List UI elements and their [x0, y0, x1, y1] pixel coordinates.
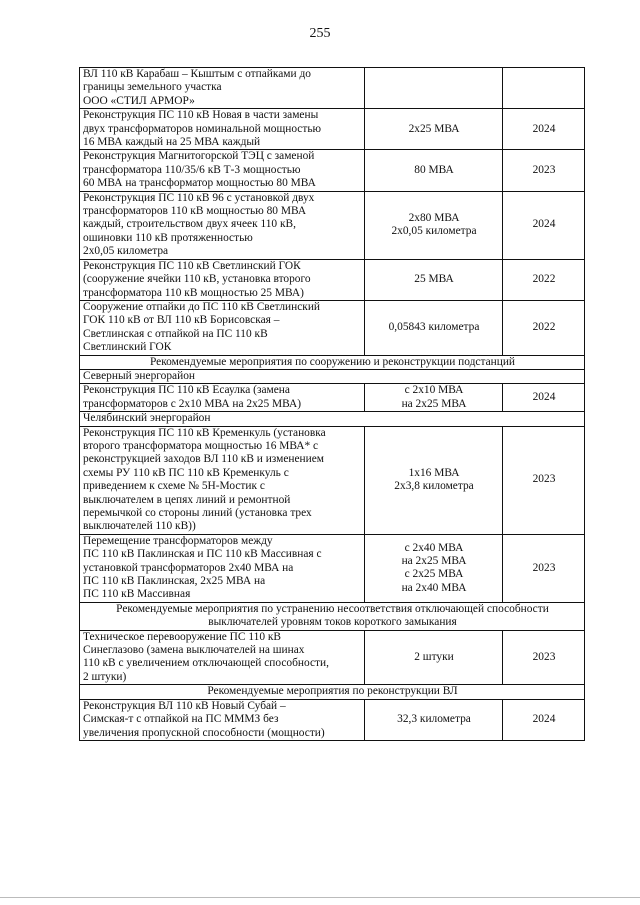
row-description: ВЛ 110 кВ Карабаш – Кыштым с отпайками до границы земельного участка ООО «СТИЛ АРМОР» [80, 68, 365, 109]
row-description: Сооружение отпайки до ПС 110 кВ Светлинский ГОК 110 кВ от ВЛ 110 кВ Борисовская – Светлинская с отпайкой на ПС 110 кВ Светлинский ГОК [80, 300, 365, 355]
row-description: Перемещение трансформаторов между ПС 110 кВ Паклинская и ПС 110 кВ Массивная с установкой трансформаторов 2х40 МВА на ПС 110 кВ Паклинская, 2х25 МВА на ПС 110 кВ Массивная [80, 534, 365, 602]
measures-table-body [80, 68, 585, 741]
row-year: 2023 [503, 630, 585, 685]
table-row [80, 630, 585, 685]
row-capacity: 2х80 МВА 2х0,05 километра [365, 191, 503, 259]
row-year: 2024 [503, 109, 585, 150]
region-title: Челябинский энергорайон [80, 412, 585, 426]
section-header-row [80, 685, 585, 699]
row-capacity: 1х16 МВА 2х3,8 километра [365, 426, 503, 534]
table-row [80, 699, 585, 740]
row-year [503, 68, 585, 109]
row-capacity: 2х25 МВА [365, 109, 503, 150]
table-row [80, 384, 585, 412]
row-capacity [365, 68, 503, 109]
table-row [80, 300, 585, 355]
row-year: 2022 [503, 259, 585, 300]
table-row [80, 109, 585, 150]
section-title: Рекомендуемые мероприятия по сооружению и реконструкции подстанций [80, 355, 585, 369]
section-title: Рекомендуемые мероприятия по реконструкции ВЛ [80, 685, 585, 699]
row-year: 2022 [503, 300, 585, 355]
row-year: 2024 [503, 384, 585, 412]
table-row [80, 426, 585, 534]
row-capacity: 0,05843 километра [365, 300, 503, 355]
row-description: Реконструкция ПС 110 кВ Светлинский ГОК (сооружение ячейки 110 кВ, установка второго трансформатора 110 кВ мощностью 25 МВА) [80, 259, 365, 300]
region-header-row [80, 412, 585, 426]
row-year: 2023 [503, 534, 585, 602]
row-year: 2023 [503, 150, 585, 191]
table-row [80, 259, 585, 300]
page-number: 255 [309, 26, 331, 41]
row-description: Реконструкция ПС 110 кВ Кременкуль (установка второго трансформатора мощностью 16 МВА* с реконструкцией заходов ВЛ 110 кВ и изменением схемы РУ 110 кВ ПС 110 кВ Кременкуль с приведением к схеме № 5Н-Мостик с выключателем в цепях линий и ремонтной перемычкой со стороны линий (установка трех выключателей 110 кВ)) [80, 426, 365, 534]
table-row [80, 150, 585, 191]
row-year: 2024 [503, 699, 585, 740]
row-description: Реконструкция ПС 110 кВ Новая в части замены двух трансформаторов номинальной мощностью 16 МВА каждый на 25 МВА каждый [80, 109, 365, 150]
table-row [80, 68, 585, 109]
row-capacity: с 2х10 МВА на 2х25 МВА [365, 384, 503, 412]
row-capacity: с 2х40 МВА на 2х25 МВА с 2х25 МВА на 2х40 МВА [365, 534, 503, 602]
row-description: Реконструкция ВЛ 110 кВ Новый Субай – Симская-т с отпайкой на ПС МММЗ без увеличения пропускной способности (мощности) [80, 699, 365, 740]
row-capacity: 25 МВА [365, 259, 503, 300]
region-header-row [80, 369, 585, 383]
row-year: 2023 [503, 426, 585, 534]
measures-table [79, 67, 585, 741]
table-row [80, 534, 585, 602]
row-description: Реконструкция ПС 110 кВ 96 с установкой двух трансформаторов 110 кВ мощностью 80 МВА каждый, строительством двух ячеек 110 кВ, ошиновки 110 кВ протяженностью 2х0,05 километра [80, 191, 365, 259]
row-capacity: 80 МВА [365, 150, 503, 191]
row-description: Реконструкция ПС 110 кВ Есаулка (замена трансформаторов с 2х10 МВА на 2х25 МВА) [80, 384, 365, 412]
table-row [80, 191, 585, 259]
page-bottom-rule [0, 897, 640, 898]
section-title: Рекомендуемые мероприятия по устранению несоответствия отключающей способности выключателей уровням токов короткого замыкания [80, 602, 585, 630]
row-capacity: 32,3 километра [365, 699, 503, 740]
section-header-row [80, 602, 585, 630]
row-year: 2024 [503, 191, 585, 259]
section-header-row [80, 355, 585, 369]
row-description: Реконструкция Магнитогорской ТЭЦ с заменой трансформатора 110/35/6 кВ Т-3 мощностью 60 МВА на трансформатор мощностью 80 МВА [80, 150, 365, 191]
row-description: Техническое перевооружение ПС 110 кВ Синеглазово (замена выключателей на шинах 110 кВ с увеличением отключающей способности, 2 штуки) [80, 630, 365, 685]
row-capacity: 2 штуки [365, 630, 503, 685]
region-title: Северный энергорайон [80, 369, 585, 383]
